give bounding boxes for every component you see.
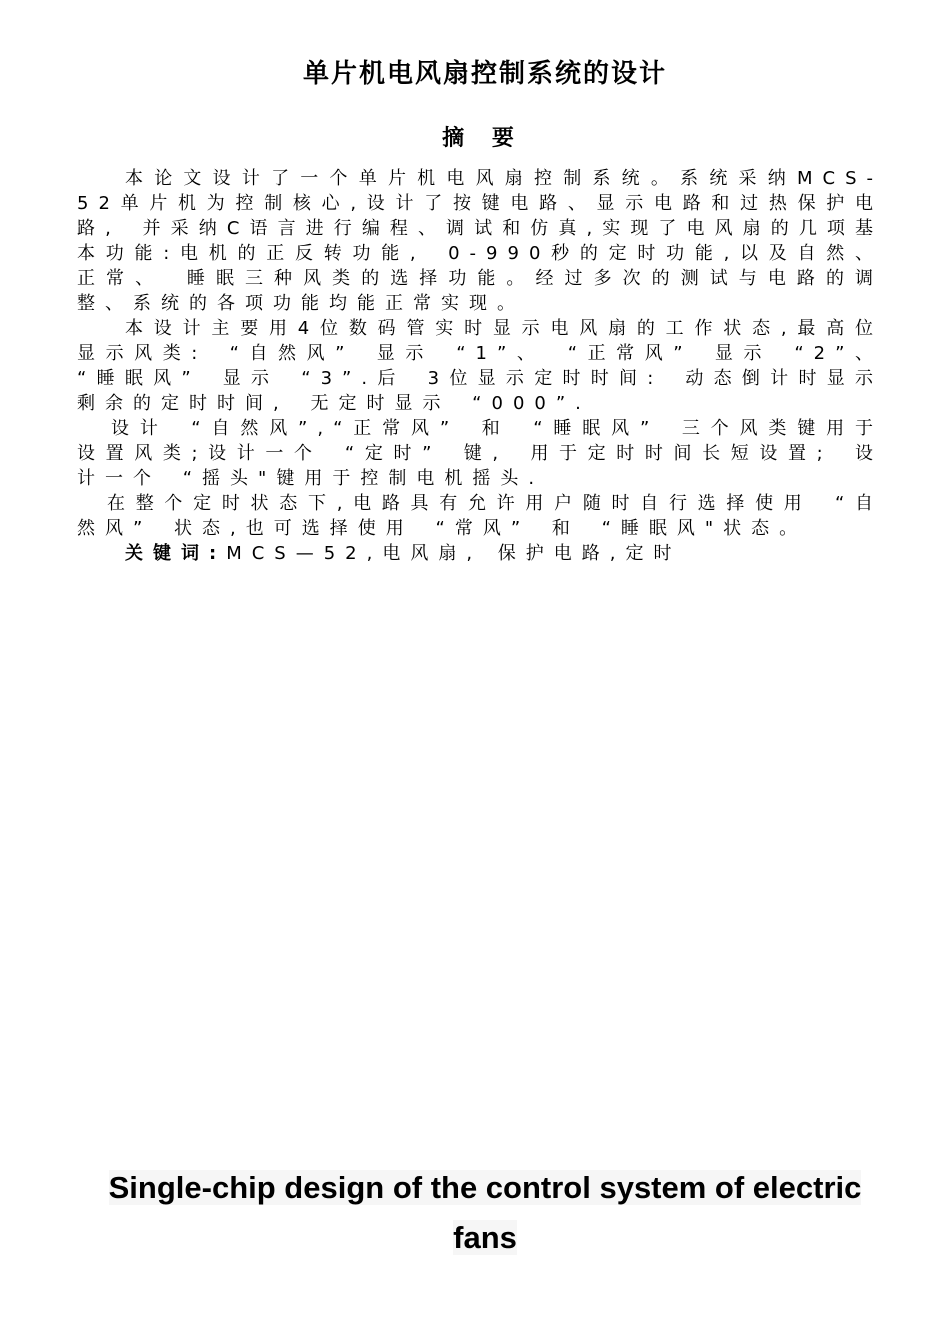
abstract-paragraph-3: 设计 “自然风”,“正常风” 和 “睡眠风” 三个风类键用于设置风类;设计一个 “定时” 键, 用于定时时间长短设置; 设计一个 “摇头"键用于控制电机摇头. (77, 418, 883, 489)
abstract-paragraph-1: 本论文设计了一个单片机电风扇控制系统。系统采纳MCS-52单片机为控制核心,设计了按键电路、显示电路和过热保护电路, 并采纳C语言进行编程、调试和仿真,实现了电风扇的几项基本功能:电机的正反转功能, 0-990秒的定时功能,以及自然、 正常、 睡眠三种风类的选择功能。经过多次的测试与电路的调整、系统的各项功能均能正常实现。 (77, 168, 883, 314)
abstract-heading: 摘 要 (442, 126, 524, 151)
keywords-label: 关键词: (125, 543, 227, 564)
abstract-body (77, 166, 883, 566)
keywords-line (77, 541, 883, 566)
english-title-text: Single-chip design of the control system of electric fans (108, 1170, 862, 1255)
abstract-paragraph-2: 本设计主要用4位数码管实时显示电风扇的工作状态,最高位显示风类: “自然风” 显示 “1”、 “正常风” 显示 “2”、 “睡眠风” 显示 “3”.后 3位显示定时时间: 动态倒计时显示剩余的定时时间, 无定时显示 “000”. (77, 318, 883, 414)
keywords-text: MCS—52,电风扇, 保护电路,定时 (226, 543, 682, 564)
chinese-title: 单片机电风扇控制系统的设计 (302, 59, 667, 89)
english-title (95, 1163, 875, 1263)
abstract-paragraph-4: 在整个定时状态下,电路具有允许用户随时自行选择使用 “自然风” 状态,也可选择使用 “常风” 和 “睡眠风"状态。 (77, 493, 883, 539)
